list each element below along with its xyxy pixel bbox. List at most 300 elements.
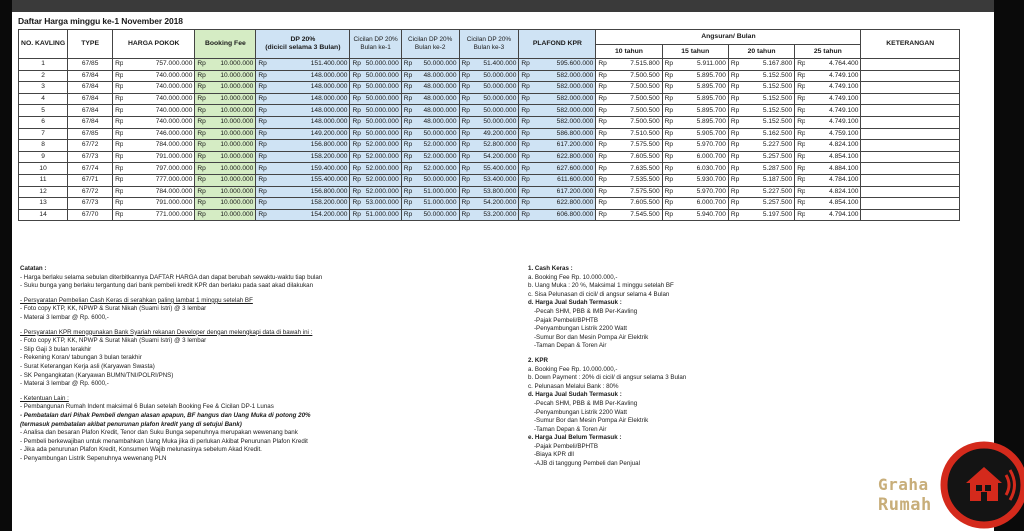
cell-angsuran-10: 7.500.500 <box>607 116 663 128</box>
cell-angsuran-10: 7.500.500 <box>607 82 663 94</box>
cell-cicilan-2: 48.000.000 <box>412 93 459 105</box>
cell-booking-fee: 10.000.000 <box>206 186 256 198</box>
cell-booking-fee-currency: Rp <box>195 93 206 105</box>
cell-angsuran-15-currency: Rp <box>662 140 673 152</box>
cell-plafond: 611.600.000 <box>530 174 596 186</box>
cell-harga-pokok-currency: Rp <box>113 59 124 71</box>
cell-keterangan <box>861 151 960 163</box>
cell-harga-pokok-currency: Rp <box>113 163 124 175</box>
cell-angsuran-20-currency: Rp <box>728 59 739 71</box>
cell-keterangan <box>861 128 960 140</box>
cell-harga-pokok-currency: Rp <box>113 82 124 94</box>
cell-booking-fee-currency: Rp <box>195 174 206 186</box>
cell-angsuran-20-currency: Rp <box>728 105 739 117</box>
note-line: - Foto copy KTP, KK, NPWP & Surat Nikah (Suami Istri) @ 3 lembar <box>20 337 207 345</box>
cell-plafond: 617.200.000 <box>530 140 596 152</box>
cell-cicilan-2-currency: Rp <box>401 128 412 140</box>
cell-dp-total: 148.000.000 <box>267 105 350 117</box>
header-cicilan-3-subtitle: Bulan ke-3 <box>473 44 505 51</box>
cell-angsuran-20-currency: Rp <box>728 174 739 186</box>
header-cicilan-2-subtitle: Bulan ke-2 <box>414 44 446 51</box>
cell-booking-fee-currency: Rp <box>195 198 206 210</box>
cell-plafond: 582.000.000 <box>530 116 596 128</box>
cell-harga-pokok-currency: Rp <box>113 93 124 105</box>
header-harga-pokok: HARGA POKOK <box>113 30 195 59</box>
note-line: - Penyambungan Listrik Sepenuhnya wewenang PLN <box>20 454 167 462</box>
cell-angsuran-20-currency: Rp <box>728 186 739 198</box>
note-line: - SK Pengangkatan (Karyawan BUMN/TNI/POLRI/PNS) <box>20 371 174 379</box>
cell-booking-fee-currency: Rp <box>195 70 206 82</box>
note-line: -Pecah SHM, PBB & IMB Per-Kavling <box>534 399 638 407</box>
cell-angsuran-25: 4.764.400 <box>805 59 861 71</box>
cell-angsuran-25: 4.749.100 <box>805 105 861 117</box>
cell-no-kavling: 4 <box>19 93 68 105</box>
cell-cicilan-1-currency: Rp <box>350 128 361 140</box>
cell-plafond-currency: Rp <box>519 209 530 221</box>
cell-cicilan-2: 50.000.000 <box>412 174 459 186</box>
cell-dp-total: 148.000.000 <box>267 70 350 82</box>
cell-booking-fee: 10.000.000 <box>206 198 256 210</box>
cell-angsuran-25: 4.824.100 <box>805 186 861 198</box>
cell-angsuran-20-currency: Rp <box>728 163 739 175</box>
cell-harga-pokok: 740.000.000 <box>123 82 195 94</box>
cell-cicilan-3-currency: Rp <box>459 140 470 152</box>
left-frame-edge <box>0 0 12 531</box>
note-line: -Penyambungan Listrik 2200 Watt <box>534 408 627 416</box>
cell-cicilan-1: 50.000.000 <box>361 116 402 128</box>
cell-angsuran-10: 7.510.500 <box>607 128 663 140</box>
cell-dp-total-currency: Rp <box>256 128 267 140</box>
cell-plafond-currency: Rp <box>519 93 530 105</box>
note-line: - Pembeli berkewajiban untuk menambahkan Uang Muka jika di perlukan Akibat Penurunan Plafon Kredit <box>20 437 308 445</box>
cell-cicilan-2-currency: Rp <box>401 209 412 221</box>
cell-angsuran-10: 7.575.500 <box>607 186 663 198</box>
cell-cicilan-3: 53.400.000 <box>470 174 519 186</box>
cell-cicilan-3: 54.200.000 <box>470 198 519 210</box>
note-line: -Biaya KPR dll <box>534 451 574 459</box>
cell-plafond-currency: Rp <box>519 128 530 140</box>
cell-dp-total-currency: Rp <box>256 174 267 186</box>
cell-cicilan-3: 51.400.000 <box>470 59 519 71</box>
cell-no-kavling: 2 <box>19 70 68 82</box>
cell-angsuran-20: 5.187.500 <box>739 174 795 186</box>
cell-plafond: 582.000.000 <box>530 93 596 105</box>
note-line: 2. KPR <box>528 356 548 364</box>
cell-cicilan-1: 50.000.000 <box>361 82 402 94</box>
cell-angsuran-25: 4.749.100 <box>805 116 861 128</box>
note-line: Catatan : <box>20 265 47 272</box>
cell-dp-total: 149.200.000 <box>267 128 350 140</box>
cell-type: 67/84 <box>68 70 113 82</box>
cell-angsuran-10-currency: Rp <box>596 174 607 186</box>
cell-angsuran-20-currency: Rp <box>728 70 739 82</box>
header-20-tahun: 20 tahun <box>728 45 794 59</box>
cell-cicilan-2: 51.000.000 <box>412 186 459 198</box>
cell-cicilan-1-currency: Rp <box>350 93 361 105</box>
note-line: d. Harga Jual Sudah Termasuk : <box>528 391 622 399</box>
cell-angsuran-25: 4.749.100 <box>805 82 861 94</box>
note-line: 1. Cash Keras : <box>528 265 573 272</box>
cell-angsuran-20: 5.152.500 <box>739 116 795 128</box>
cell-plafond-currency: Rp <box>519 140 530 152</box>
cell-booking-fee: 10.000.000 <box>206 105 256 117</box>
cell-type: 67/73 <box>68 151 113 163</box>
cell-cicilan-3: 50.000.000 <box>470 116 519 128</box>
price-table <box>18 29 960 221</box>
note-line: - Harga berlaku selama sebulan diterbitkannya DAFTAR HARGA dan dapat berubah sewaktu-waktu tiap bulan <box>20 273 323 281</box>
cell-no-kavling: 6 <box>19 116 68 128</box>
cell-angsuran-10-currency: Rp <box>596 128 607 140</box>
header-booking-fee: Booking Fee <box>195 30 256 59</box>
table-row <box>19 174 960 186</box>
cell-angsuran-25: 4.759.100 <box>805 128 861 140</box>
table-row <box>19 105 960 117</box>
note-line: a. Booking Fee Rp. 10.000.000,- <box>528 273 618 281</box>
cell-type: 67/85 <box>68 59 113 71</box>
cell-harga-pokok: 784.000.000 <box>123 140 195 152</box>
cell-angsuran-15: 5.895.700 <box>673 93 729 105</box>
cell-harga-pokok-currency: Rp <box>113 186 124 198</box>
cell-angsuran-20-currency: Rp <box>728 82 739 94</box>
cell-dp-total-currency: Rp <box>256 82 267 94</box>
cell-angsuran-10: 7.635.500 <box>607 163 663 175</box>
cell-cicilan-1: 50.000.000 <box>361 59 402 71</box>
cell-booking-fee: 10.000.000 <box>206 70 256 82</box>
header-15-tahun: 15 tahun <box>662 45 728 59</box>
cell-plafond: 586.800.000 <box>530 128 596 140</box>
cell-cicilan-2-currency: Rp <box>401 151 412 163</box>
cell-cicilan-1: 50.000.000 <box>361 70 402 82</box>
cell-cicilan-1-currency: Rp <box>350 163 361 175</box>
cell-angsuran-15-currency: Rp <box>662 105 673 117</box>
note-line: -Pajak Pembeli/BPHTB <box>534 316 598 324</box>
cell-plafond: 627.600.000 <box>530 163 596 175</box>
cell-angsuran-10: 7.535.500 <box>607 174 663 186</box>
cell-type: 67/70 <box>68 209 113 221</box>
cell-angsuran-20: 5.257.500 <box>739 151 795 163</box>
cell-dp-total: 159.400.000 <box>267 163 350 175</box>
cell-plafond-currency: Rp <box>519 163 530 175</box>
cell-harga-pokok: 740.000.000 <box>123 105 195 117</box>
note-line: - Pembangunan Rumah Indent maksimal 6 Bulan setelah Booking Fee & Cicilan DP-1 Lunas <box>20 403 274 411</box>
header-dp <box>256 30 350 59</box>
cell-cicilan-1-currency: Rp <box>350 174 361 186</box>
cell-booking-fee-currency: Rp <box>195 209 206 221</box>
cell-cicilan-1-currency: Rp <box>350 198 361 210</box>
cell-cicilan-2: 51.000.000 <box>412 198 459 210</box>
note-line: e. Harga Jual Belum Termasuk : <box>528 434 622 442</box>
cell-type: 67/84 <box>68 116 113 128</box>
table-row <box>19 186 960 198</box>
cell-plafond: 622.800.000 <box>530 151 596 163</box>
cell-cicilan-1: 52.000.000 <box>361 151 402 163</box>
cell-cicilan-2-currency: Rp <box>401 93 412 105</box>
cell-cicilan-3-currency: Rp <box>459 174 470 186</box>
cell-harga-pokok: 791.000.000 <box>123 198 195 210</box>
cell-plafond: 582.000.000 <box>530 82 596 94</box>
cell-angsuran-25: 4.824.100 <box>805 140 861 152</box>
cell-angsuran-25: 4.749.100 <box>805 70 861 82</box>
cell-cicilan-2-currency: Rp <box>401 174 412 186</box>
cell-cicilan-1: 52.000.000 <box>361 186 402 198</box>
cell-type: 67/71 <box>68 174 113 186</box>
cell-cicilan-3-currency: Rp <box>459 116 470 128</box>
cell-cicilan-2-currency: Rp <box>401 105 412 117</box>
note-line: - Foto copy KTP, KK, NPWP & Surat Nikah (Suami Istri) @ 3 lembar <box>20 305 207 313</box>
cell-type: 67/72 <box>68 140 113 152</box>
cell-booking-fee-currency: Rp <box>195 116 206 128</box>
cell-angsuran-15-currency: Rp <box>662 128 673 140</box>
cell-keterangan <box>861 116 960 128</box>
cell-type: 67/74 <box>68 163 113 175</box>
cell-keterangan <box>861 174 960 186</box>
cell-angsuran-15-currency: Rp <box>662 82 673 94</box>
cell-booking-fee: 10.000.000 <box>206 128 256 140</box>
header-no-kavling: NO. KAVLING <box>19 30 68 59</box>
cell-plafond-currency: Rp <box>519 151 530 163</box>
header-10-tahun: 10 tahun <box>596 45 662 59</box>
cell-plafond-currency: Rp <box>519 59 530 71</box>
cell-angsuran-25-currency: Rp <box>795 186 806 198</box>
cell-harga-pokok-currency: Rp <box>113 116 124 128</box>
cell-angsuran-15-currency: Rp <box>662 186 673 198</box>
table-row <box>19 70 960 82</box>
note-line: - Persyaratan KPR menggunakan Bank Syariah rekanan Developer dengan melengkapi data di bawah ini : <box>20 328 313 336</box>
cell-angsuran-15: 6.000.700 <box>673 198 729 210</box>
cell-booking-fee-currency: Rp <box>195 186 206 198</box>
note-line: - Materai 3 lembar @ Rp. 6000,- <box>20 313 109 321</box>
note-line: b. Uang Muka : 20 %, Maksimal 1 minggu setelah BF <box>528 282 674 290</box>
cell-plafond-currency: Rp <box>519 70 530 82</box>
cell-booking-fee: 10.000.000 <box>206 140 256 152</box>
cell-cicilan-3: 50.000.000 <box>470 82 519 94</box>
cell-cicilan-3-currency: Rp <box>459 163 470 175</box>
cell-angsuran-20-currency: Rp <box>728 128 739 140</box>
cell-cicilan-3-currency: Rp <box>459 151 470 163</box>
cell-dp-total: 155.400.000 <box>267 174 350 186</box>
cell-harga-pokok: 784.000.000 <box>123 186 195 198</box>
note-line: -Taman Depan & Toren Air <box>534 425 607 433</box>
cell-cicilan-2-currency: Rp <box>401 82 412 94</box>
cell-angsuran-20: 5.167.800 <box>739 59 795 71</box>
cell-angsuran-20: 5.257.500 <box>739 198 795 210</box>
cell-angsuran-10-currency: Rp <box>596 82 607 94</box>
cell-keterangan <box>861 59 960 71</box>
cell-dp-total: 154.200.000 <box>267 209 350 221</box>
cell-angsuran-15-currency: Rp <box>662 151 673 163</box>
logo-text-line2: Rumah <box>878 495 932 515</box>
cell-harga-pokok: 740.000.000 <box>123 70 195 82</box>
cell-no-kavling: 8 <box>19 140 68 152</box>
header-cicilan-3-title: Cicilan DP 20% <box>466 36 512 43</box>
cell-angsuran-20: 5.227.500 <box>739 140 795 152</box>
cell-harga-pokok: 757.000.000 <box>123 59 195 71</box>
cell-booking-fee-currency: Rp <box>195 82 206 94</box>
cell-cicilan-1-currency: Rp <box>350 186 361 198</box>
header-cicilan-1-subtitle: Bulan ke-1 <box>360 44 391 51</box>
table-row <box>19 59 960 71</box>
cell-booking-fee: 10.000.000 <box>206 93 256 105</box>
table-row <box>19 140 960 152</box>
cell-angsuran-15-currency: Rp <box>662 163 673 175</box>
cell-dp-total: 151.400.000 <box>267 59 350 71</box>
cell-cicilan-3-currency: Rp <box>459 105 470 117</box>
cell-angsuran-20: 5.152.500 <box>739 70 795 82</box>
cell-angsuran-15: 5.895.700 <box>673 105 729 117</box>
cell-cicilan-2-currency: Rp <box>401 186 412 198</box>
note-line: - Suku bunga yang berlaku tergantung dari bank pembeli kredit KPR dan berlaku pada saat akad dilakukan <box>20 282 314 290</box>
table-row <box>19 209 960 221</box>
table-row <box>19 163 960 175</box>
cell-cicilan-2-currency: Rp <box>401 198 412 210</box>
cell-harga-pokok-currency: Rp <box>113 174 124 186</box>
cell-angsuran-10-currency: Rp <box>596 163 607 175</box>
cell-plafond-currency: Rp <box>519 116 530 128</box>
cell-cicilan-3: 50.000.000 <box>470 93 519 105</box>
cell-no-kavling: 7 <box>19 128 68 140</box>
cell-booking-fee: 10.000.000 <box>206 209 256 221</box>
cell-dp-total: 156.800.000 <box>267 140 350 152</box>
cell-plafond: 617.200.000 <box>530 186 596 198</box>
cell-angsuran-20-currency: Rp <box>728 209 739 221</box>
cell-angsuran-15: 6.030.700 <box>673 163 729 175</box>
cell-cicilan-2-currency: Rp <box>401 59 412 71</box>
top-frame-bar <box>12 0 994 12</box>
table-row <box>19 82 960 94</box>
cell-angsuran-10: 7.605.500 <box>607 151 663 163</box>
cell-cicilan-3: 53.200.000 <box>470 209 519 221</box>
cell-cicilan-3-currency: Rp <box>459 198 470 210</box>
header-keterangan: KETERANGAN <box>861 30 960 59</box>
cell-angsuran-20: 5.197.500 <box>739 209 795 221</box>
cell-angsuran-15: 5.970.700 <box>673 186 729 198</box>
cell-angsuran-10-currency: Rp <box>596 93 607 105</box>
cell-booking-fee-currency: Rp <box>195 140 206 152</box>
cell-angsuran-25-currency: Rp <box>795 59 806 71</box>
cell-cicilan-2: 48.000.000 <box>412 105 459 117</box>
cell-booking-fee: 10.000.000 <box>206 116 256 128</box>
cell-plafond: 606.800.000 <box>530 209 596 221</box>
note-line: - Rekening Koran/ tabungan 3 bulan terakhir <box>20 354 142 362</box>
cell-dp-total: 148.000.000 <box>267 82 350 94</box>
cell-dp-total: 158.200.000 <box>267 198 350 210</box>
cell-angsuran-25: 4.794.100 <box>805 209 861 221</box>
cell-angsuran-25-currency: Rp <box>795 105 806 117</box>
cell-cicilan-1: 50.000.000 <box>361 128 402 140</box>
cell-type: 67/84 <box>68 93 113 105</box>
cell-cicilan-3: 50.000.000 <box>470 105 519 117</box>
cell-harga-pokok-currency: Rp <box>113 209 124 221</box>
cell-dp-total: 148.000.000 <box>267 116 350 128</box>
logo-text-line1: Graha <box>878 475 929 494</box>
cell-angsuran-10: 7.500.500 <box>607 93 663 105</box>
note-line: a. Booking Fee Rp. 10.000.000,- <box>528 365 618 373</box>
cell-cicilan-1: 52.000.000 <box>361 174 402 186</box>
note-line: -Penyambungan Listrik 2200 Watt <box>534 325 627 333</box>
cell-type: 67/84 <box>68 105 113 117</box>
cell-keterangan <box>861 198 960 210</box>
cell-angsuran-10-currency: Rp <box>596 59 607 71</box>
note-line: d. Harga Jual Sudah Termasuk : <box>528 299 622 307</box>
cell-cicilan-2-currency: Rp <box>401 163 412 175</box>
cell-angsuran-20: 5.152.500 <box>739 82 795 94</box>
header-cicilan-2 <box>401 30 459 59</box>
cell-cicilan-2-currency: Rp <box>401 140 412 152</box>
cell-angsuran-25-currency: Rp <box>795 70 806 82</box>
cell-cicilan-3-currency: Rp <box>459 93 470 105</box>
cell-angsuran-25-currency: Rp <box>795 163 806 175</box>
cell-harga-pokok-currency: Rp <box>113 128 124 140</box>
note-line: -Pajak Pembeli/BPHTB <box>534 442 598 450</box>
cell-keterangan <box>861 105 960 117</box>
cell-cicilan-1: 50.000.000 <box>361 93 402 105</box>
cell-angsuran-15: 5.895.700 <box>673 70 729 82</box>
cell-angsuran-15-currency: Rp <box>662 198 673 210</box>
cell-angsuran-10: 7.515.800 <box>607 59 663 71</box>
cell-angsuran-10: 7.500.500 <box>607 70 663 82</box>
note-line: (termasuk pembatalan akibat penurunan plafon kredit yang di setujui Bank) <box>20 420 242 428</box>
cell-harga-pokok-currency: Rp <box>113 140 124 152</box>
notes-left <box>20 265 490 463</box>
cell-dp-total-currency: Rp <box>256 116 267 128</box>
cell-cicilan-1-currency: Rp <box>350 209 361 221</box>
note-line: - Slip Gaji 3 bulan terakhir <box>20 345 92 353</box>
table-row <box>19 198 960 210</box>
cell-type: 67/85 <box>68 128 113 140</box>
cell-cicilan-1-currency: Rp <box>350 70 361 82</box>
cell-cicilan-3: 53.800.000 <box>470 186 519 198</box>
note-line: - Persyaratan Pembelian Cash Keras di serahkan paling lambat 1 minggu setelah BF <box>20 296 253 304</box>
note-line: - Materai 3 lembar @ Rp. 6000,- <box>20 380 109 388</box>
cell-angsuran-15: 5.911.000 <box>673 59 729 71</box>
cell-type: 67/73 <box>68 198 113 210</box>
header-cicilan-1-title: Cicilan DP 20% <box>353 36 398 43</box>
cell-angsuran-25-currency: Rp <box>795 198 806 210</box>
cell-no-kavling: 10 <box>19 163 68 175</box>
cell-cicilan-3-currency: Rp <box>459 186 470 198</box>
cell-angsuran-25: 4.854.100 <box>805 151 861 163</box>
cell-angsuran-20-currency: Rp <box>728 116 739 128</box>
cell-cicilan-3-currency: Rp <box>459 70 470 82</box>
cell-angsuran-25-currency: Rp <box>795 140 806 152</box>
cell-angsuran-10-currency: Rp <box>596 151 607 163</box>
notes-right <box>528 265 908 469</box>
cell-dp-total-currency: Rp <box>256 70 267 82</box>
cell-cicilan-3-currency: Rp <box>459 128 470 140</box>
cell-angsuran-15: 5.970.700 <box>673 140 729 152</box>
table-row <box>19 151 960 163</box>
cell-booking-fee-currency: Rp <box>195 128 206 140</box>
note-line: -Pecah SHM, PBB & IMB Per-Kavling <box>534 307 638 315</box>
cell-cicilan-1: 52.000.000 <box>361 140 402 152</box>
cell-angsuran-20-currency: Rp <box>728 93 739 105</box>
cell-cicilan-2: 52.000.000 <box>412 140 459 152</box>
header-25-tahun: 25 tahun <box>795 45 861 59</box>
cell-cicilan-1: 52.000.000 <box>361 163 402 175</box>
cell-keterangan <box>861 70 960 82</box>
cell-angsuran-25-currency: Rp <box>795 151 806 163</box>
cell-angsuran-25-currency: Rp <box>795 93 806 105</box>
cell-booking-fee-currency: Rp <box>195 59 206 71</box>
cell-cicilan-1-currency: Rp <box>350 82 361 94</box>
cell-cicilan-2: 50.000.000 <box>412 59 459 71</box>
price-table-body <box>19 59 960 221</box>
cell-cicilan-3: 54.200.000 <box>470 151 519 163</box>
cell-dp-total-currency: Rp <box>256 186 267 198</box>
cell-no-kavling: 5 <box>19 105 68 117</box>
note-line: - Surat Keterangan Kerja asli (Karyawan Swasta) <box>20 362 155 370</box>
cell-angsuran-25-currency: Rp <box>795 209 806 221</box>
